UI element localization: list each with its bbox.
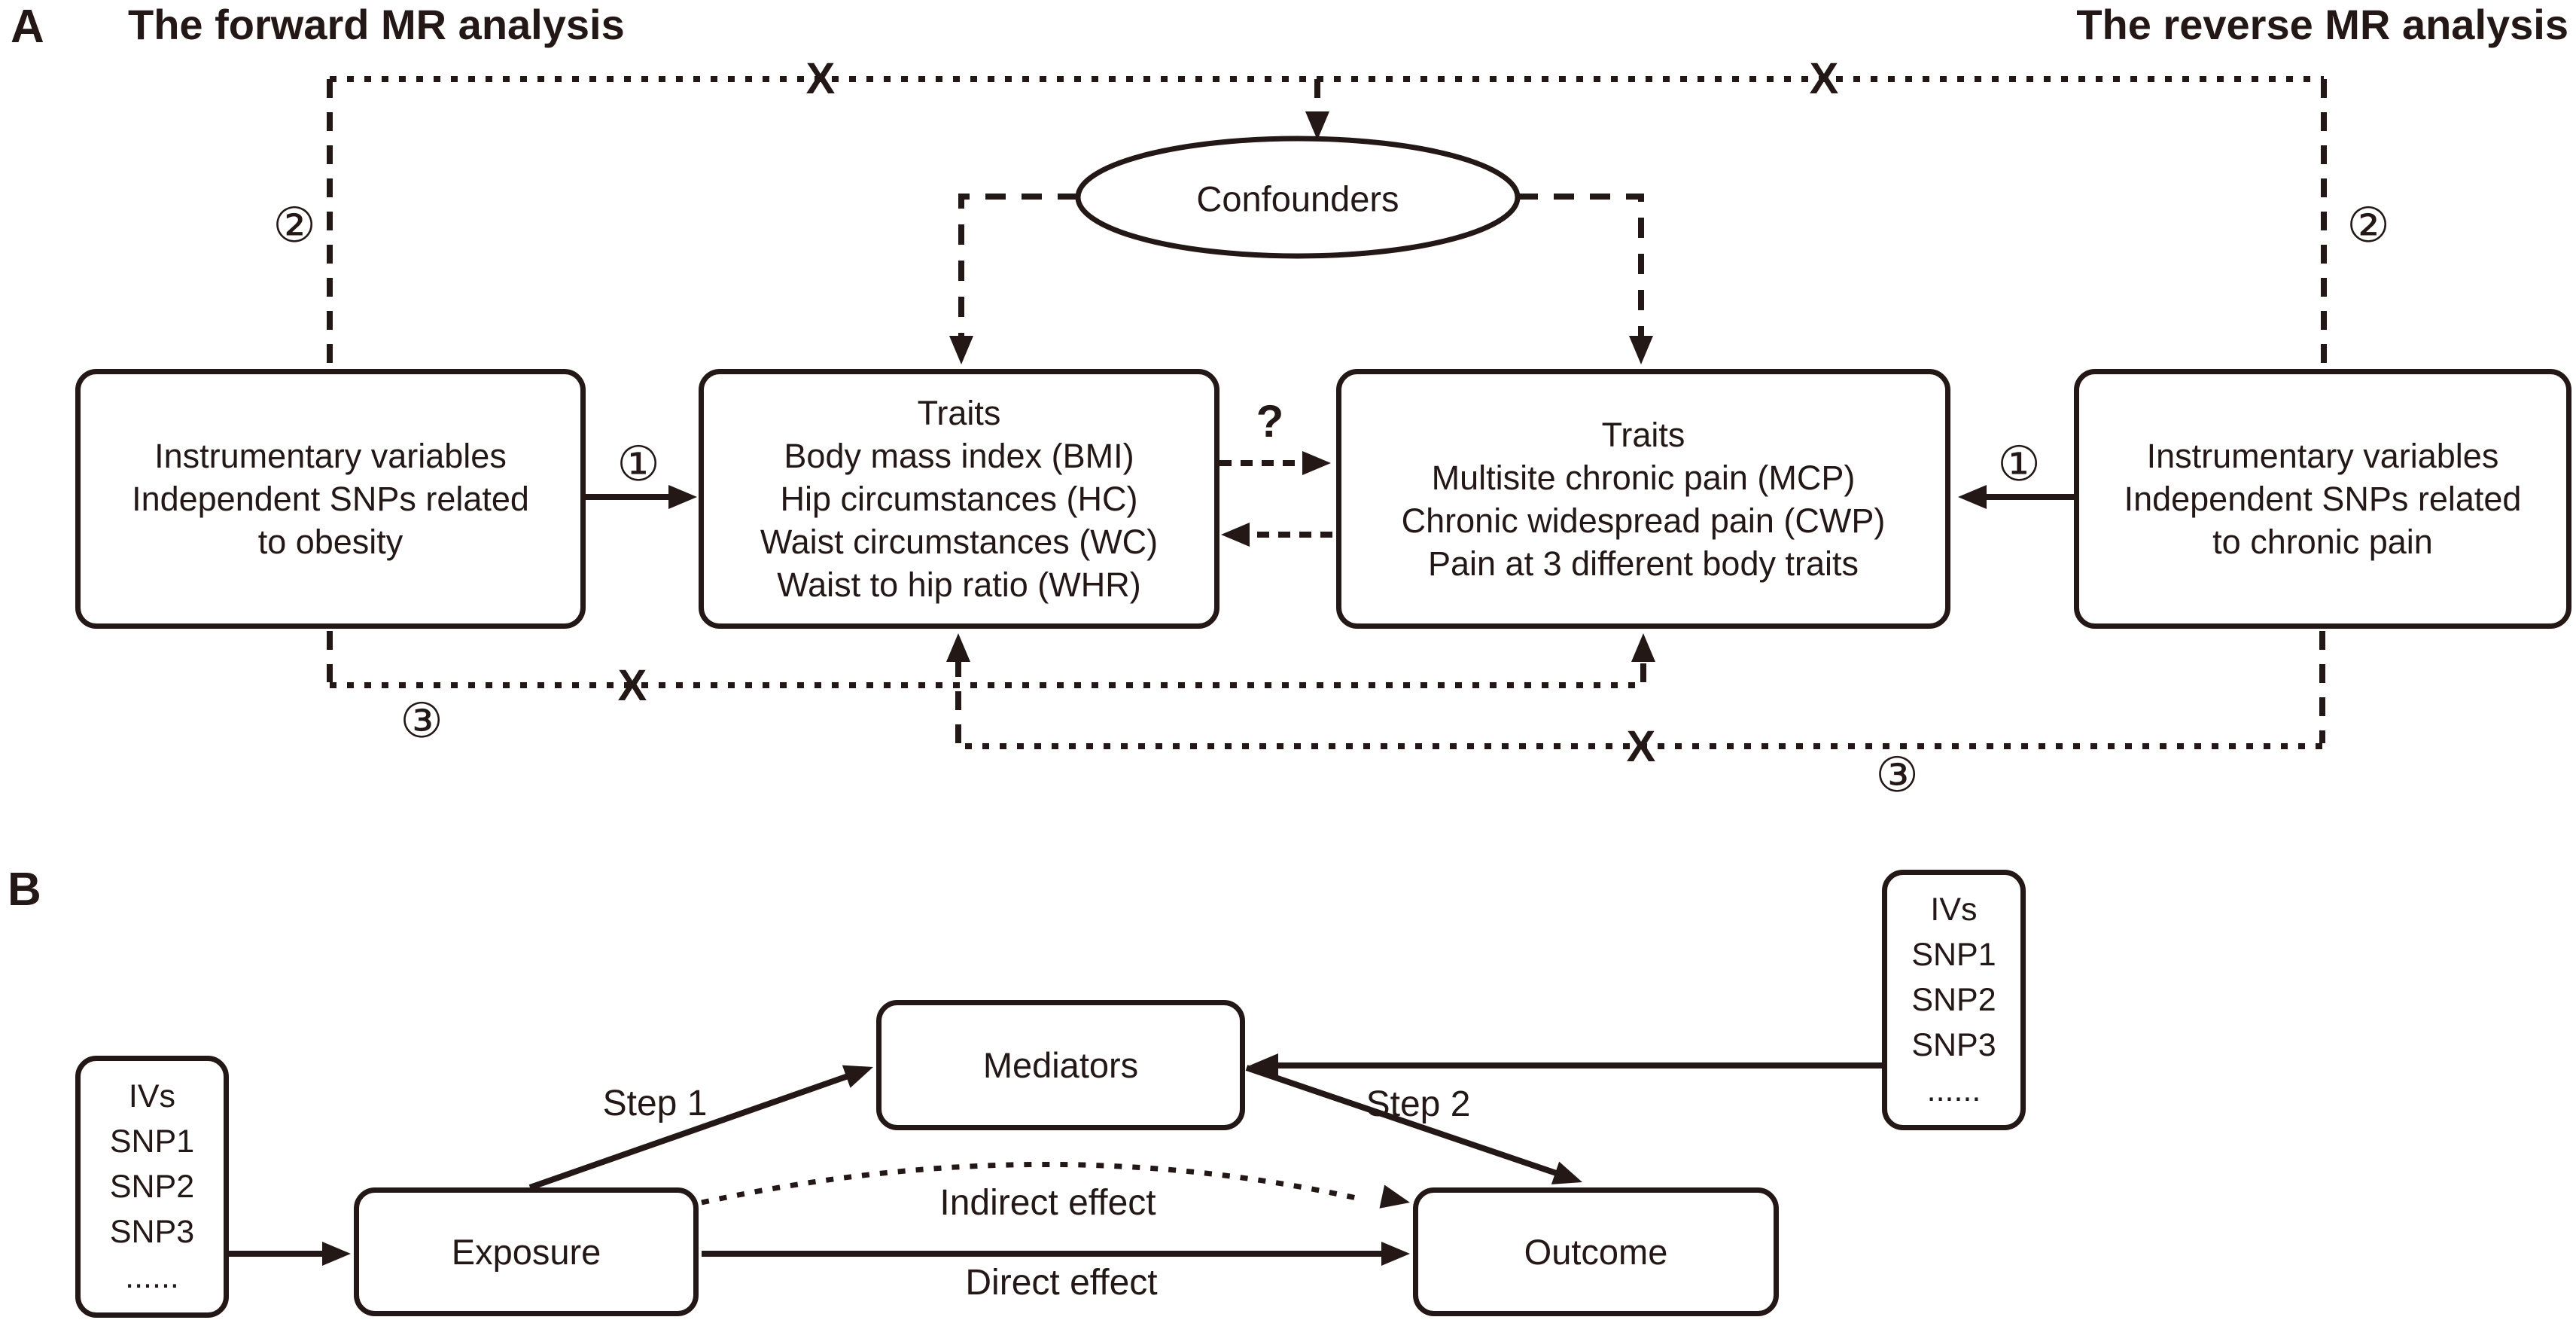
box-iv-obesity — [75, 369, 586, 629]
cross-mark-top-left: X — [805, 54, 836, 103]
box-text-line: Chronic widespread pain (CWP) — [1401, 501, 1886, 540]
box-text-line: ...... — [125, 1259, 179, 1295]
box-text-line: Mediators — [982, 1044, 1139, 1085]
box-text-line: Pain at 3 different body traits — [1427, 544, 1859, 583]
step1-label: Step 1 — [602, 1084, 708, 1123]
box-text-line: IVs — [128, 1078, 176, 1114]
box-exposure — [354, 1187, 699, 1316]
box-ivs-exposure — [75, 1056, 229, 1318]
arrowhead-forward-iv — [668, 485, 697, 509]
arrowhead-exclusion-reverse — [946, 633, 970, 662]
reverse-title: The reverse MR analysis — [2076, 1, 2568, 48]
arrowhead-b-indirect — [1380, 1184, 1413, 1214]
cross-mark-bottom-right: X — [1626, 722, 1656, 771]
box-text-line: Waist circumstances (WC) — [760, 523, 1159, 561]
circled-two-forward: ② — [273, 198, 316, 252]
arrowhead-reverse-traits — [1221, 523, 1250, 547]
confounders-branch-right — [1518, 197, 1641, 346]
box-text-line: to chronic pain — [2212, 523, 2433, 561]
cross-mark-bottom-left: X — [617, 661, 647, 710]
box-text-line: Body mass index (BMI) — [784, 437, 1134, 475]
arrowhead-confounders-to-traits-left — [949, 336, 973, 364]
cross-mark-top-right: X — [1809, 54, 1839, 103]
box-traits-obesity — [699, 369, 1219, 629]
arrowhead-reverse-iv — [1958, 485, 1987, 509]
arrowhead-question — [1302, 451, 1331, 475]
circled-three-reverse: ③ — [1875, 748, 1919, 802]
arrowhead-b-direct — [1381, 1242, 1410, 1266]
box-text-line: Exposure — [451, 1231, 601, 1272]
box-text-line: Outcome — [1524, 1231, 1668, 1272]
arrowhead-confounders-to-traits-right — [1629, 336, 1653, 364]
box-text-line: IVs — [1930, 892, 1978, 928]
arrowhead-b-step1 — [842, 1056, 878, 1088]
box-text-line: SNP2 — [1911, 982, 1996, 1018]
box-ivs-mediators — [1882, 870, 2026, 1130]
box-text-line: Hip circumstances (HC) — [780, 480, 1138, 518]
box-text-line: SNP1 — [1911, 937, 1996, 973]
box-text-line: ...... — [1926, 1072, 1981, 1108]
box-text-line: Instrumentary variables — [2146, 437, 2499, 475]
arrowhead-into-confounders — [1305, 111, 1329, 140]
direct-effect-label: Direct effect — [965, 1263, 1158, 1303]
box-text-line: Multisite chronic pain (MCP) — [1431, 458, 1856, 497]
box-text-line: Waist to hip ratio (WHR) — [777, 565, 1141, 604]
box-text-line: Instrumentary variables — [154, 437, 507, 475]
arrowhead-exclusion-forward — [1631, 633, 1655, 662]
circled-one-reverse: ① — [1997, 437, 2041, 491]
question-mark: ? — [1256, 396, 1284, 447]
box-text-line: Traits — [917, 394, 1001, 432]
box-text-line: Independent SNPs related — [2124, 480, 2522, 518]
box-text-line: SNP3 — [1911, 1027, 1996, 1063]
box-mediators — [876, 1000, 1245, 1130]
box-text-line: SNP1 — [109, 1123, 195, 1160]
step2-label: Step 2 — [1366, 1084, 1471, 1124]
confounders-label: Confounders — [1196, 178, 1399, 219]
panel-a-label: A — [11, 1, 44, 53]
box-text-line: Traits — [1601, 415, 1685, 454]
box-text-line: SNP2 — [109, 1169, 195, 1205]
circled-two-reverse: ② — [2346, 198, 2390, 252]
circled-three-forward: ③ — [400, 694, 443, 748]
box-iv-pain — [2074, 369, 2571, 629]
box-text-line: SNP3 — [109, 1214, 195, 1250]
box-traits-pain — [1336, 369, 1950, 629]
box-text-line: to obesity — [257, 523, 403, 561]
box-text-line: Independent SNPs related — [132, 480, 529, 518]
arrowhead-b-iv-exposure — [322, 1242, 351, 1266]
forward-title: The forward MR analysis — [128, 1, 625, 48]
circled-one-forward: ① — [617, 437, 660, 491]
indirect-effect-label: Indirect effect — [939, 1183, 1156, 1223]
confounders-branch-left — [961, 197, 1078, 346]
panel-b-label: B — [8, 864, 41, 916]
box-outcome — [1413, 1187, 1779, 1316]
